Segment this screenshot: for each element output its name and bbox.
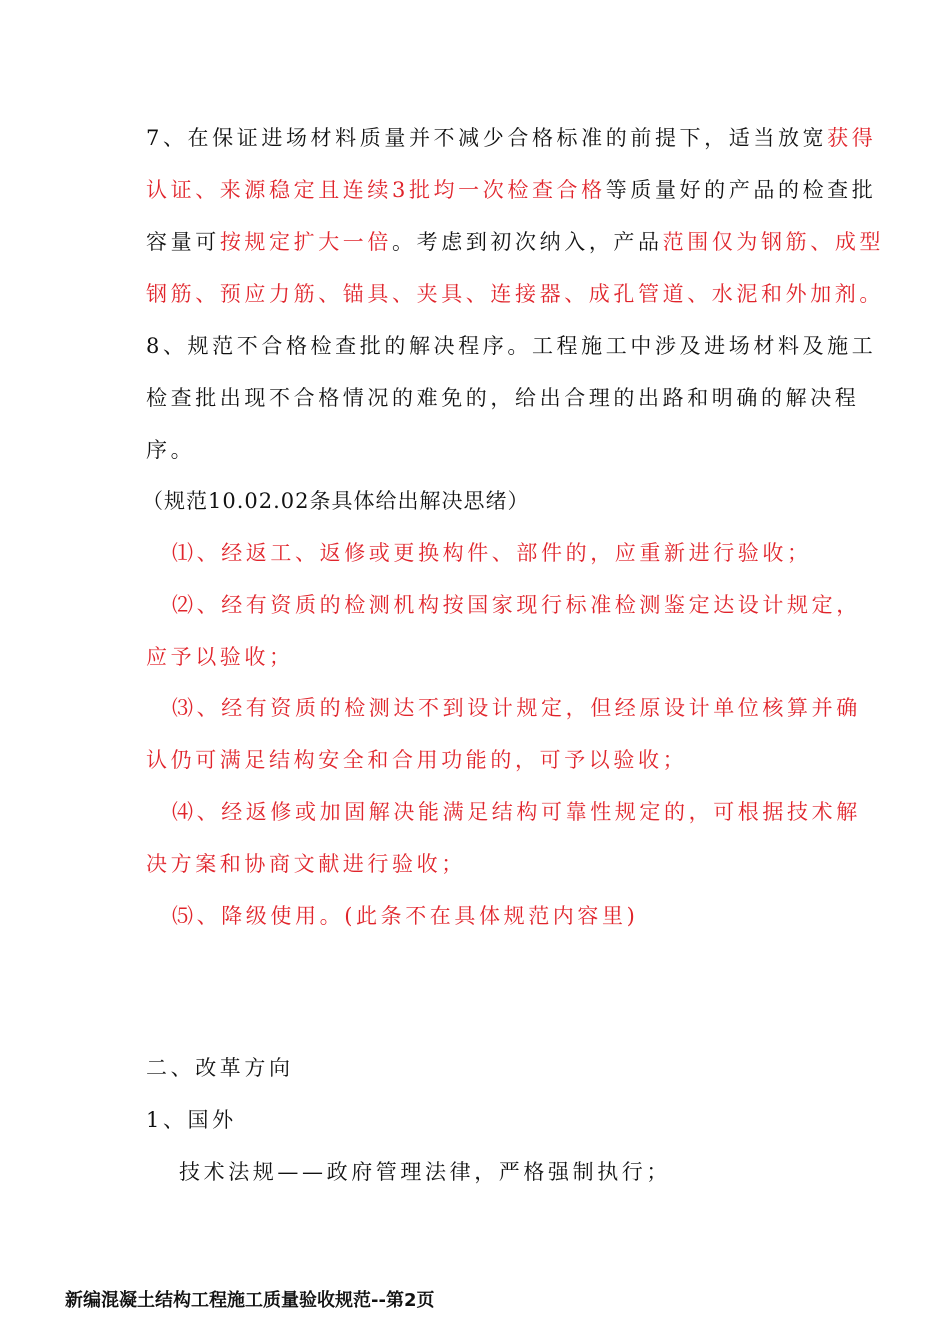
item8-line3: 序。 xyxy=(146,438,196,462)
step1: ⑴、经返工、返修或更换构件、部件的，应重新进行验收； xyxy=(172,541,812,565)
note-line: （规范10.02.02条具体给出解决思绪） xyxy=(142,489,530,513)
item7-line1 xyxy=(146,123,876,153)
item7-line2 xyxy=(146,175,876,205)
section2-heading: 二、改革方向 xyxy=(146,1056,294,1080)
item8-line2: 检查批出现不合格情况的难免的，给出合理的出路和明确的解决程 xyxy=(146,386,860,410)
item7-line1-text: 7、在保证进场材料质量并不减少合格标准的前提下，适当放宽 xyxy=(146,126,828,150)
step3-line1: ⑶、经有资质的检测达不到设计规定，但经原设计单位核算并确 xyxy=(172,696,861,720)
item7-line4: 钢筋、预应力筋、锚具、夹具、连接器、成孔管道、水泥和外加剂。 xyxy=(146,282,884,306)
item7-line3 xyxy=(146,227,884,257)
step4-line1: ⑷、经返修或加固解决能满足结构可靠性规定的，可根据技术解 xyxy=(172,800,861,824)
step5: ⑸、降级使用。(此条不在具体规范内容里) xyxy=(172,904,639,928)
step2-line2: 应予以验收； xyxy=(146,645,294,669)
item7-line2-highlight: 认证、来源稳定且连续3批均一次检查合格 xyxy=(146,178,606,202)
item7-line1-highlight: 获得 xyxy=(827,126,877,150)
step4-line2: 决方案和协商文献进行验收； xyxy=(146,852,466,876)
step3-line2: 认仍可满足结构安全和合用功能的，可予以验收； xyxy=(146,748,688,772)
item8-line1: 8、规范不合格检查批的解决程序。工程施工中涉及进场材料及施工 xyxy=(146,334,877,358)
step2-line1: ⑵、经有资质的检测机构按国家现行标准检测鉴定达设计规定， xyxy=(172,593,861,617)
item7-line3-text-b: 。考虑到初次纳入，产品 xyxy=(392,230,663,254)
item7-line3-highlight-b: 范围仅为钢筋、成型 xyxy=(662,230,885,254)
item7-line3-highlight-a: 按规定扩大一倍 xyxy=(219,230,393,254)
item7-line2-text: 等质量好的产品的检查批 xyxy=(605,178,877,202)
section2-sub1: 1、国外 xyxy=(146,1108,237,1132)
section2-sub1-text: 技术法规——政府管理法律，严格强制执行； xyxy=(179,1160,671,1184)
item7-line3-text-a: 容量可 xyxy=(146,230,220,254)
page-footer: 新编混凝土结构工程施工质量验收规范--第2页 xyxy=(65,1290,435,1311)
